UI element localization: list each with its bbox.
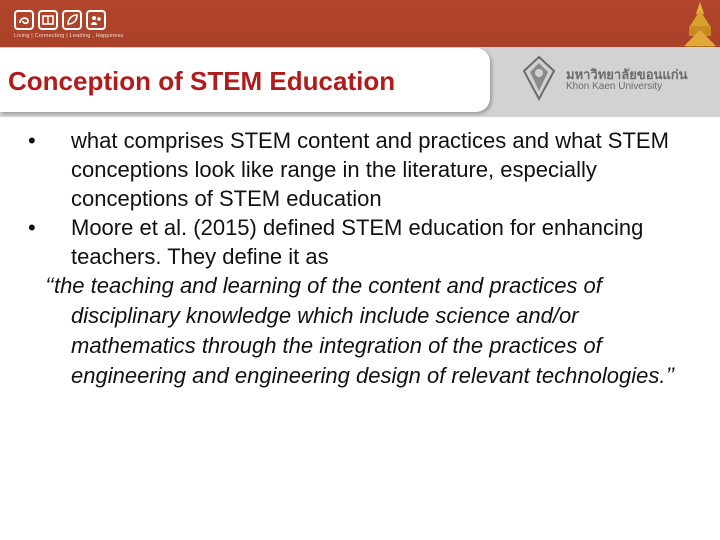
book-icon: [38, 10, 58, 30]
definition-quote: ‘‘the teaching and learning of the content and practices of disciplinary knowledge which include science and/or mathematics through the integration of the practices of engineering and engineering design of relevant technologies.’’: [45, 273, 675, 388]
bullet-text: Moore et al. (2015) defined STEM education for enhancing teachers. They define it as: [71, 215, 644, 269]
bullet-item: [26, 213, 696, 271]
university-name-thai: มหาวิทยาลัยขอนแก่น: [566, 67, 688, 82]
slide-title: Conception of STEM Education: [8, 66, 396, 96]
bullet-text: what comprises STEM content and practices and what STEM conceptions look like range in the literature, especially conceptions of STEM education: [71, 128, 669, 211]
bullet-item: [26, 126, 696, 213]
people-icon: [86, 10, 106, 30]
logo-tagline: Living | Connecting | Leading , Happiness: [14, 33, 124, 39]
bullet-symbol: •: [28, 215, 36, 240]
logo: [14, 10, 124, 39]
slide-body: [26, 126, 696, 391]
bullet-symbol: •: [28, 128, 36, 153]
leaf-icon: [62, 10, 82, 30]
university-emblem-icon: [520, 55, 558, 101]
swirl-icon: [14, 10, 34, 30]
university-name-english: Khon Kaen University: [566, 81, 663, 92]
